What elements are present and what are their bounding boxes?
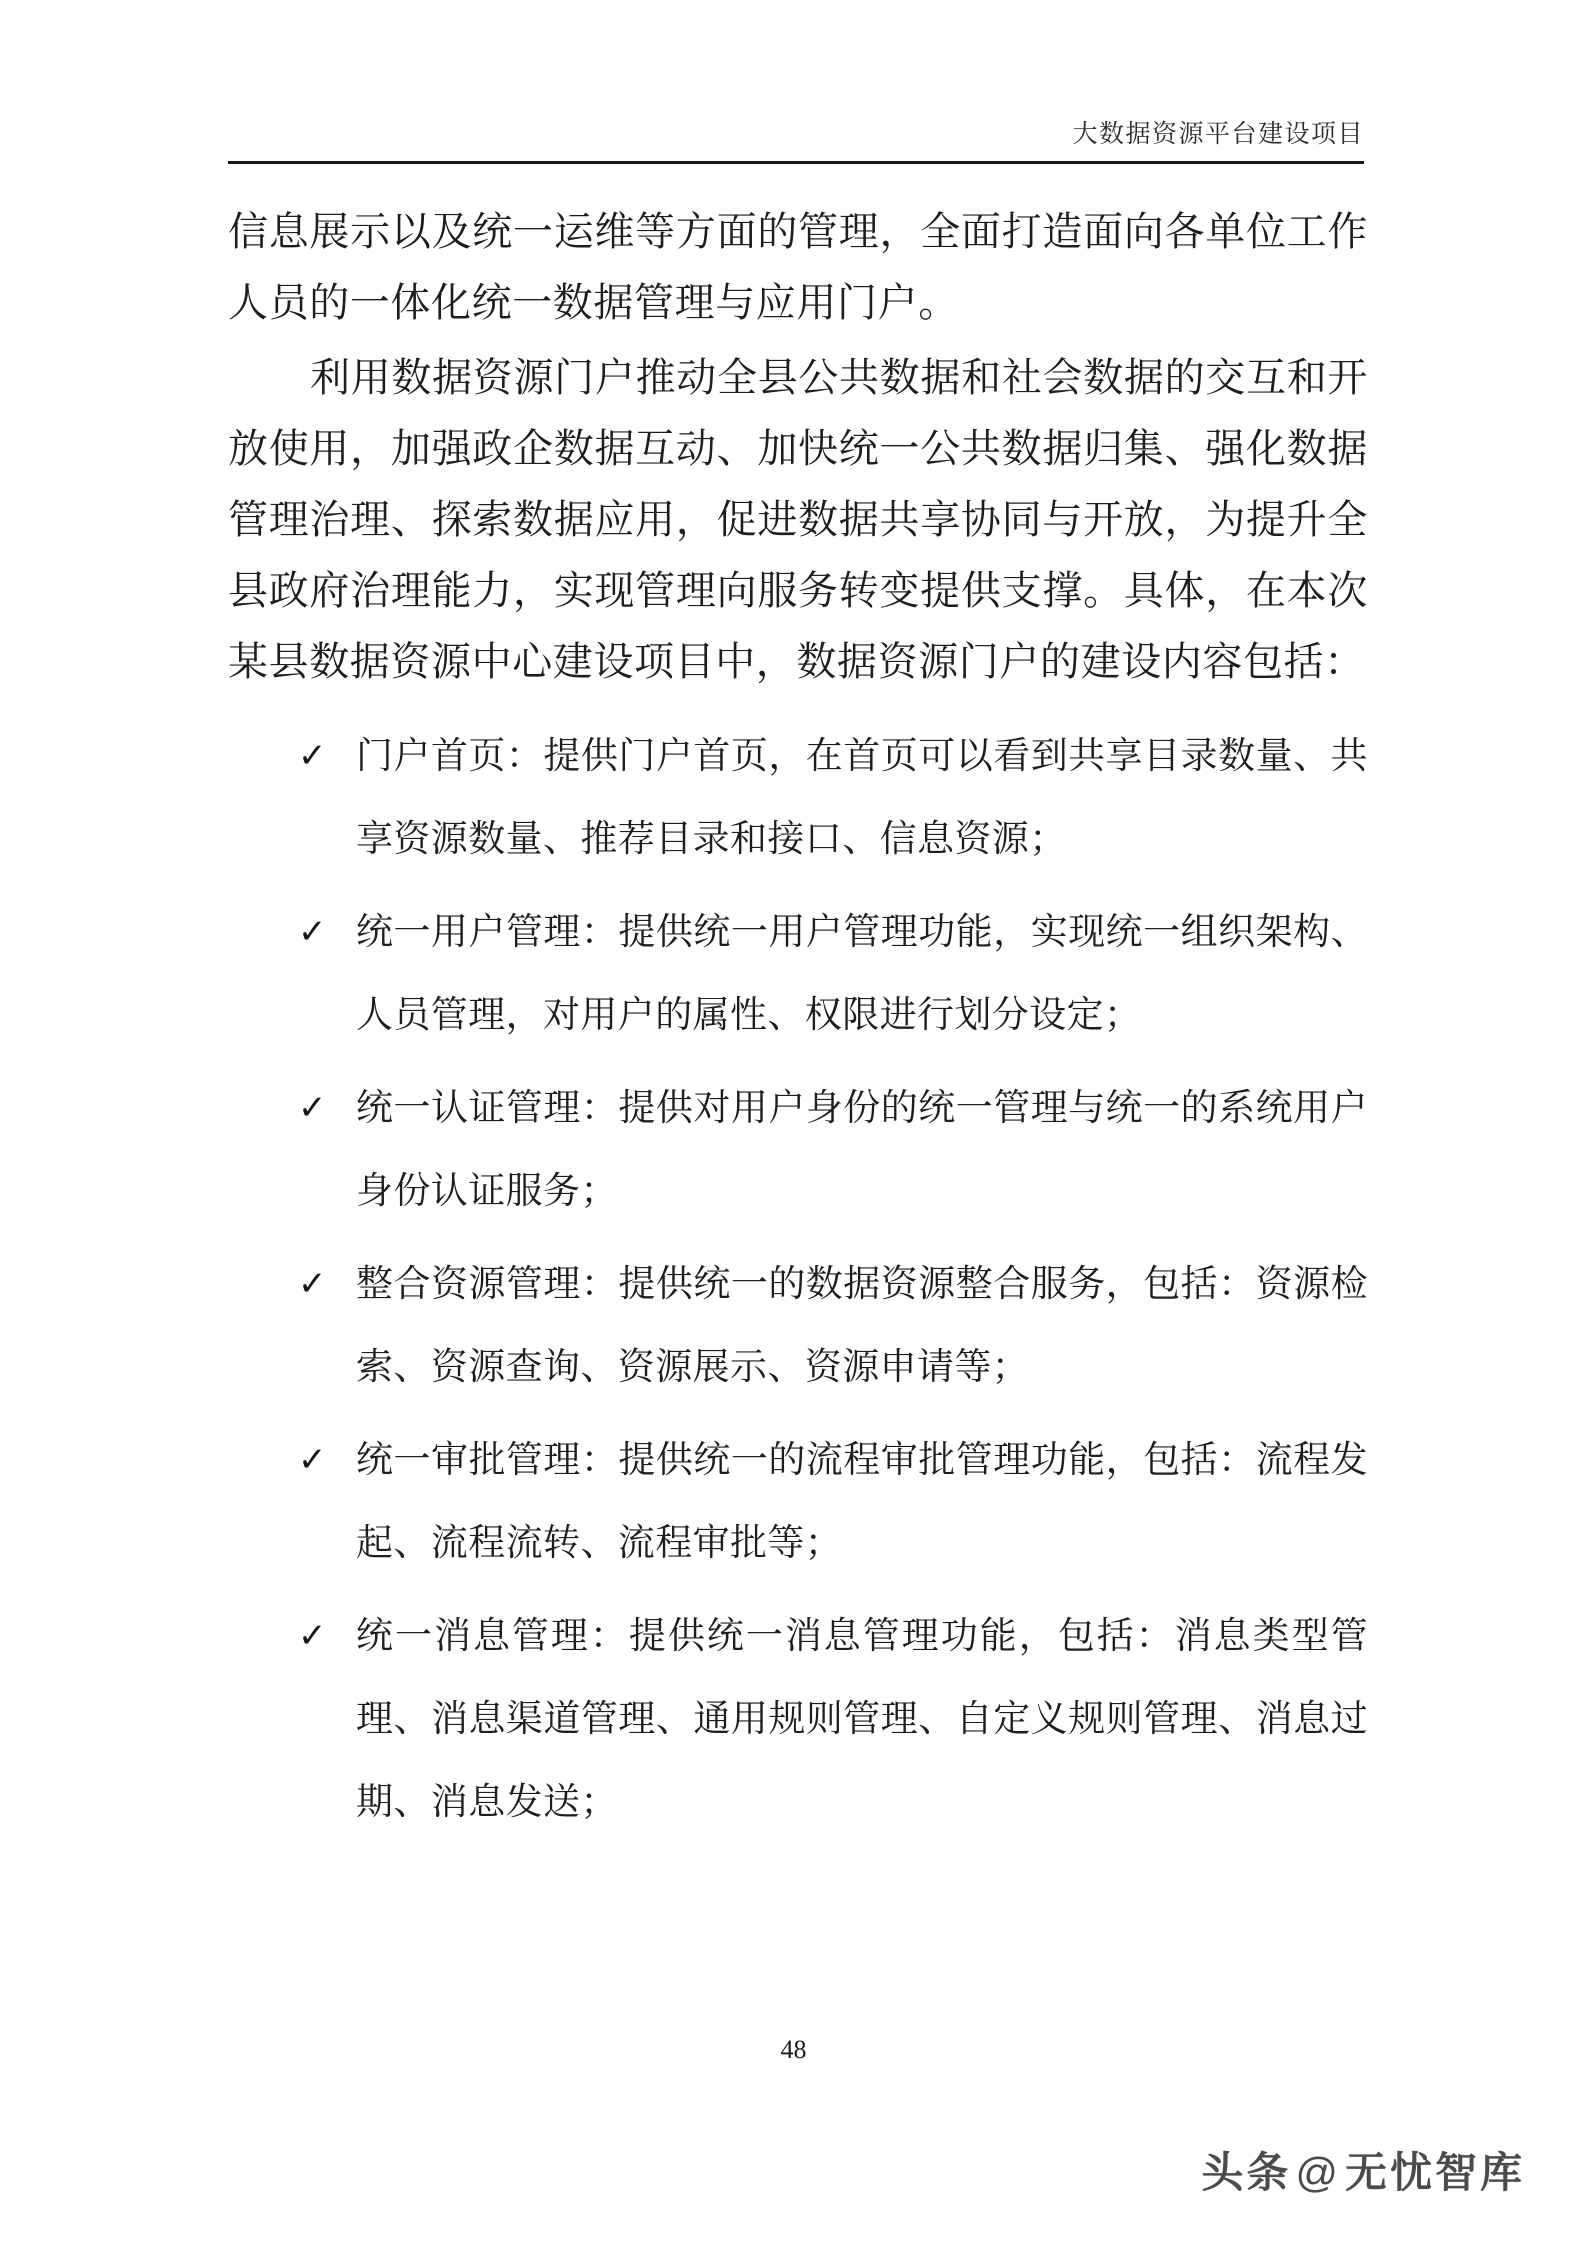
list-item	[228, 1243, 1368, 1409]
checkmark-icon: ✓	[298, 912, 327, 952]
checkmark-icon: ✓	[298, 1088, 327, 1128]
list-item-text: 统一认证管理：提供对用户身份的统一管理与统一的系统用户身份认证服务；	[356, 1088, 1368, 1212]
paragraph: 信息展示以及统一运维等方面的管理，全面打造面向各单位工作人员的一体化统一数据管理与应用门户。	[228, 209, 1368, 325]
list-item	[228, 891, 1368, 1057]
list-item	[228, 1419, 1368, 1585]
list-item	[228, 1595, 1368, 1844]
checkmark-icon: ✓	[298, 1440, 327, 1480]
list-item-text: 门户首页：提供门户首页，在首页可以看到共享目录数量、共享资源数量、推荐目录和接口、信息资源；	[356, 736, 1368, 860]
page-header	[228, 108, 1364, 164]
list-item-text: 统一消息管理：提供统一消息管理功能，包括：消息类型管理、消息渠道管理、通用规则管理、自定义规则管理、消息过期、消息发送；	[356, 1616, 1368, 1823]
page-number: 48	[780, 2035, 807, 2064]
list-item	[228, 1067, 1368, 1233]
bullet-list	[228, 715, 1368, 1844]
watermark-account: 无忧智库	[1344, 2149, 1525, 2196]
list-item	[228, 715, 1368, 881]
list-item-text: 整合资源管理：提供统一的数据资源整合服务，包括：资源检索、资源查询、资源展示、资源申请等；	[356, 1264, 1368, 1388]
list-item-text: 统一用户管理：提供统一用户管理功能，实现统一组织架构、人员管理，对用户的属性、权限进行划分设定；	[356, 912, 1368, 1036]
list-item-text: 统一审批管理：提供统一的流程审批管理功能，包括：流程发起、流程流转、流程审批等；	[356, 1440, 1368, 1564]
header-title: 大数据资源平台建设项目	[1072, 120, 1364, 148]
document-body	[228, 196, 1368, 1854]
header-divider	[228, 161, 1364, 164]
watermark-at-symbol: @	[1295, 2149, 1341, 2196]
checkmark-icon: ✓	[298, 1616, 327, 1656]
paragraph: 利用数据资源门户推动全县公共数据和社会数据的交互和开放使用，加强政企数据互动、加快统一公共数据归集、强化数据管理治理、探索数据应用，促进数据共享协同与开放，为提升全县政府治理能力，实现管理向服务转变提供支撑。具体，在本次某县数据资源中心建设项目中，数据资源门户的建设内容包括：	[228, 355, 1368, 684]
watermark-source: 头条	[1201, 2149, 1292, 2196]
watermark	[1201, 2140, 1525, 2200]
checkmark-icon: ✓	[298, 1264, 327, 1304]
checkmark-icon: ✓	[298, 736, 327, 776]
